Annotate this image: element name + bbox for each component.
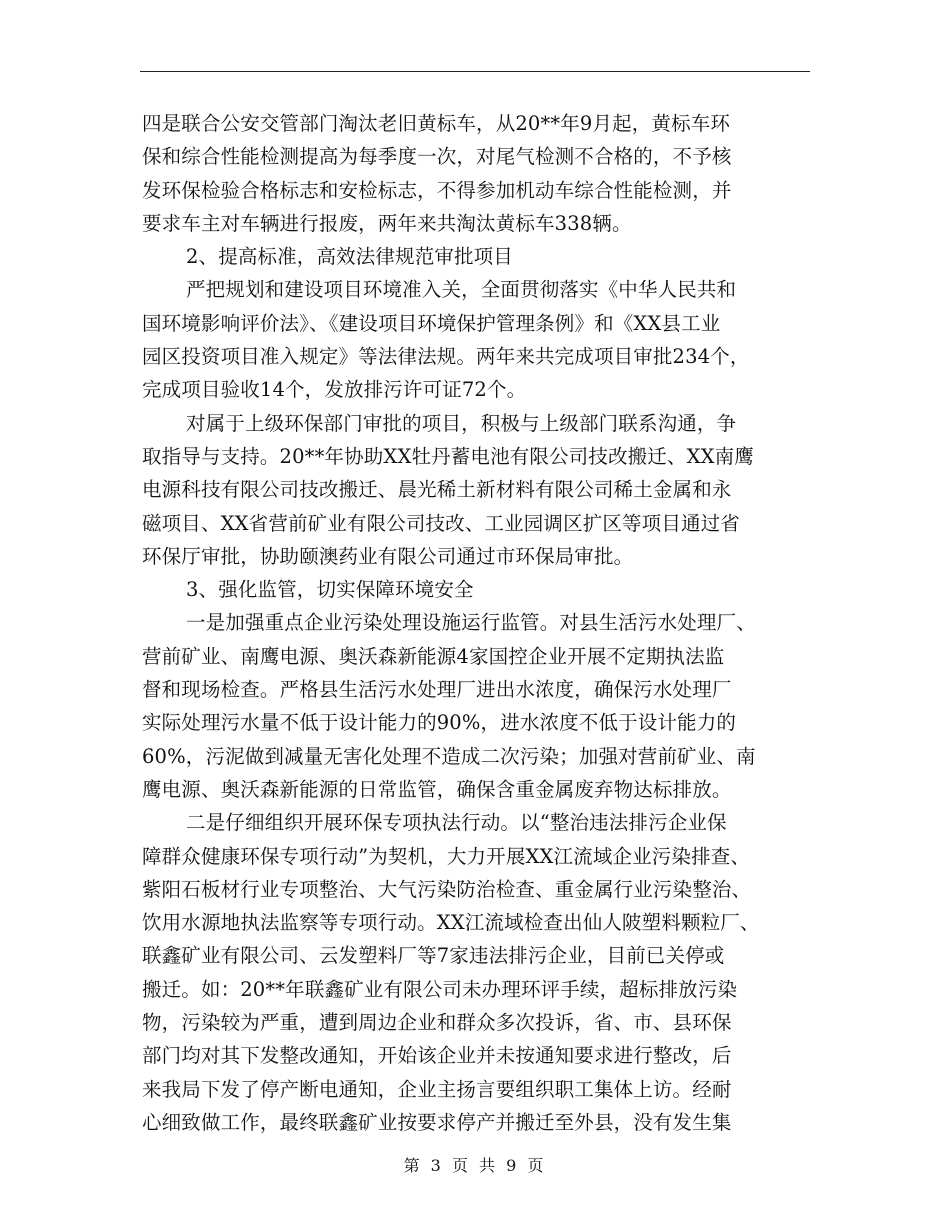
text-line: 一是加强重点企业污染处理设施运行监管。对县生活污水处理厂、 (186, 611, 756, 635)
document-body (142, 107, 832, 1139)
text-line: 二是仔细组织开展环保专项执法行动。以“整治违法排污企业保 (186, 811, 727, 835)
page-number-footer: 第 3 页 共 9 页 (403, 1156, 547, 1175)
header-rule (140, 71, 810, 72)
text-line: 紫阳石板材行业专项整治、大气污染防治检查、重金属行业污染整治、 (142, 877, 752, 901)
text-line: 发环保检验合格标志和安检标志，不得参加机动车综合性能检测，并 (142, 178, 732, 202)
text-line: 磁项目、XX省营前矿业有限公司技改、工业园调区扩区等项目通过省 (142, 511, 740, 535)
text-line: 环保厅审批，协助颐澳药业有限公司通过市环保局审批。 (142, 544, 634, 568)
text-line: 营前矿业、南鹰电源、奥沃森新能源4家国控企业开展不定期执法监 (142, 644, 725, 668)
text-line: 障群众健康环保专项行动”为契机，大力开展XX江流域企业污染排查、 (142, 844, 751, 868)
text-line: 四是联合公安交管部门淘汰老旧黄标车，从20**年9月起，黄标车环 (142, 112, 731, 135)
text-line: 完成项目验收14个，发放排污许可证72个。 (142, 378, 527, 402)
text-line: 严把规划和建设项目环境准入关，全面贯彻落实《中华人民共和 (186, 278, 737, 302)
text-line: 2、提高标准，高效法律规范审批项目 (186, 245, 513, 269)
text-line: 要求车主对车辆进行报废，两年来共淘汰黄标车338辆。 (142, 211, 632, 235)
text-line: 联鑫矿业有限公司、云发塑料厂等7家违法排污企业，目前已关停或 (142, 944, 725, 968)
text-line: 60%，污泥做到减量无害化处理不造成二次污染；加强对营前矿业、南 (142, 744, 756, 768)
text-line: 园区投资项目准入规定》等法律法规。两年来共完成项目审批234个， (142, 345, 750, 369)
text-line: 国环境影响评价法》、《建设项目环境保护管理条例》和《XX县工业 (142, 311, 721, 335)
text-line: 部门均对其下发整改通知，开始该企业并未按通知要求进行整改，后 (142, 1044, 732, 1068)
text-line: 鹰电源、奥沃森新能源的日常监管，确保含重金属废弃物达标排放。 (142, 777, 732, 801)
text-line: 3、强化监管，切实保障环境安全 (186, 578, 474, 602)
text-line: 来我局下发了停产断电通知，企业主扬言要组织职工集体上访。经耐 (142, 1077, 732, 1101)
text-line: 取指导与支持。20**年协助XX牡丹蓄电池有限公司技改搬迁、XX南鹰 (142, 444, 754, 468)
text-line: 电源科技有限公司技改搬迁、晨光稀土新材料有限公司稀土金属和永 (142, 478, 732, 502)
text-line: 物，污染较为严重，遭到周边企业和群众多次投诉，省、市、县环保 (142, 1011, 732, 1035)
text-line: 督和现场检查。严格县生活污水处理厂进出水浓度，确保污水处理厂 (142, 678, 732, 702)
text-line: 实际处理污水量不低于设计能力的90%，进水浓度不低于设计能力的 (142, 711, 736, 735)
text-line: 保和综合性能检测提高为每季度一次，对尾气检测不合格的，不予核 (142, 145, 732, 169)
text-line: 搬迁。如：20**年联鑫矿业有限公司未办理环评手续，超标排放污染 (142, 977, 738, 1001)
text-line: 饮用水源地执法监察等专项行动。XX江流域检查出仙人陂塑料颗粒厂、 (142, 911, 760, 935)
text-line: 心细致做工作，最终联鑫矿业按要求停产并搬迁至外县，没有发生集 (142, 1110, 732, 1134)
text-line: 对属于上级环保部门审批的项目，积极与上级部门联系沟通，争 (186, 411, 737, 435)
